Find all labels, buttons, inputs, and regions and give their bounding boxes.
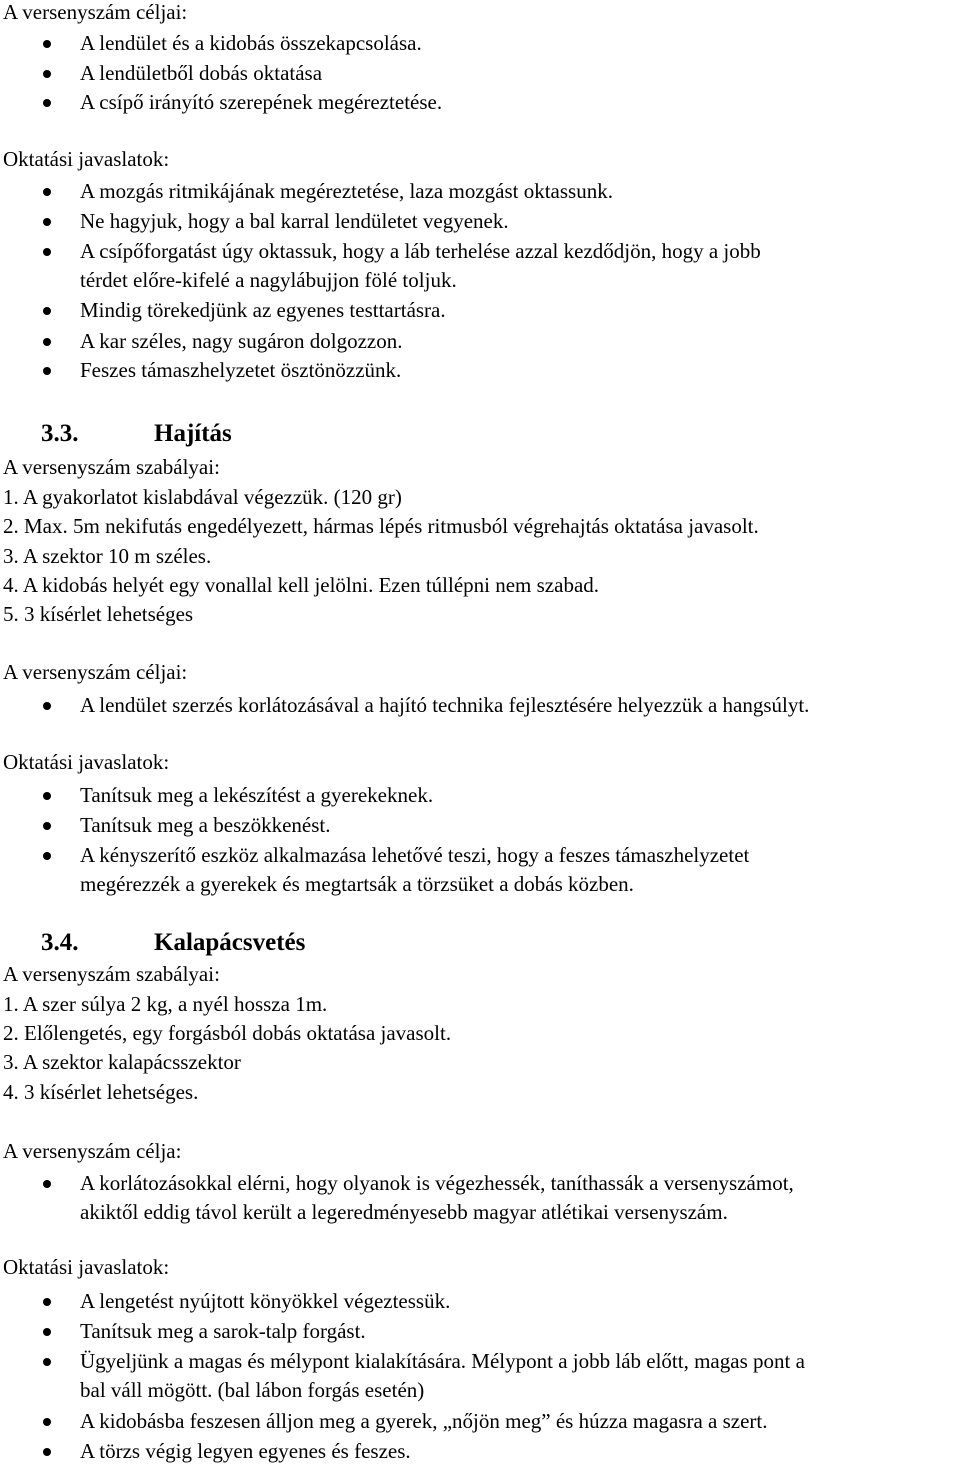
rule-item: 4. 3 kísérlet lehetséges. [3, 1080, 199, 1104]
list-item: A lengetést nyújtott könyökkel végeztessük. [80, 1289, 451, 1313]
list-item: Feszes támaszhelyzetet ösztönözzünk. [80, 358, 402, 382]
bullet-icon [43, 218, 51, 226]
bullet-icon [43, 1448, 51, 1456]
tips-label: Oktatási javaslatok: [3, 750, 170, 774]
section-number: 3.3. [41, 420, 79, 447]
list-item: Tanítsuk meg a lekészítést a gyerekeknek. [80, 783, 434, 807]
list-item: A kidobásba feszesen álljon meg a gyerek, „nőjön meg” és húzza magasra a szert. [80, 1409, 768, 1433]
rule-item: 1. A szer súlya 2 kg, a nyél hossza 1m. [3, 992, 328, 1016]
list-item: Ne hagyjuk, hogy a bal karral lendületet vegyenek. [80, 209, 509, 233]
bullet-icon [43, 70, 51, 78]
rules-label: A versenyszám szabályai: [3, 455, 220, 479]
bullet-icon [43, 248, 51, 256]
bullet-icon [43, 40, 51, 48]
rule-item: 5. 3 kísérlet lehetséges [3, 602, 194, 626]
bullet-icon [43, 99, 51, 107]
bullet-icon [43, 307, 51, 315]
bullet-icon [43, 702, 51, 710]
list-item-continuation: bal váll mögött. (bal lábon forgás esetén) [80, 1378, 425, 1402]
rule-item: 2. Max. 5m nekifutás engedélyezett, hármas lépés ritmusból végrehajtás oktatása javasolt. [3, 514, 759, 538]
list-item: A kar széles, nagy sugáron dolgozzon. [80, 329, 403, 353]
bullet-icon [43, 367, 51, 375]
tips-label: Oktatási javaslatok: [3, 1255, 170, 1279]
goals-label: A versenyszám céljai: [3, 660, 188, 684]
list-item: A csípő irányító szerepének megéreztetése. [80, 90, 443, 114]
bullet-icon [43, 792, 51, 800]
list-item: A lendületből dobás oktatása [80, 61, 323, 85]
rule-item: 1. A gyakorlatot kislabdával végezzük. (120 gr) [3, 485, 402, 509]
list-item: A mozgás ritmikájának megéreztetése, laza mozgást oktassunk. [80, 179, 613, 203]
rule-item: 3. A szektor kalapácsszektor [3, 1050, 241, 1074]
bullet-icon [43, 822, 51, 830]
list-item: A lendület szerzés korlátozásával a hajító technika fejlesztésére helyezzük a hangsúlyt. [80, 693, 810, 717]
bullet-icon [43, 338, 51, 346]
list-item-continuation: megérezzék a gyerekek és megtartsák a törzsüket a dobás közben. [80, 872, 634, 896]
rule-item: 4. A kidobás helyét egy vonallal kell jelölni. Ezen túllépni nem szabad. [3, 573, 600, 597]
section-title: Kalapácsvetés [154, 929, 306, 956]
list-item: Tanítsuk meg a beszökkenést. [80, 813, 331, 837]
bullet-icon [43, 1418, 51, 1426]
bullet-icon [43, 188, 51, 196]
goal-label: A versenyszám célja: [3, 1139, 182, 1163]
section-number: 3.4. [41, 929, 79, 956]
list-item: Mindig törekedjünk az egyenes testtartásra. [80, 298, 446, 322]
bullet-icon [43, 852, 51, 860]
list-item: A korlátozásokkal elérni, hogy olyanok is végezhessék, taníthassák a versenyszámot, [80, 1171, 794, 1195]
list-item: A törzs végig legyen egyenes és feszes. [80, 1439, 411, 1463]
list-item: Tanítsuk meg a sarok-talp forgást. [80, 1319, 366, 1343]
bullet-icon [43, 1328, 51, 1336]
list-item: A kényszerítő eszköz alkalmazása lehetővé teszi, hogy a feszes támaszhelyzetet [80, 843, 750, 867]
bullet-icon [43, 1180, 51, 1188]
bullet-icon [43, 1358, 51, 1366]
rule-item: 3. A szektor 10 m széles. [3, 544, 212, 568]
goals-label: A versenyszám céljai: [3, 0, 188, 24]
rules-label: A versenyszám szabályai: [3, 962, 220, 986]
section-title: Hajítás [154, 420, 232, 447]
list-item: A csípőforgatást úgy oktassuk, hogy a láb terhelése azzal kezdődjön, hogy a jobb [80, 239, 761, 263]
rule-item: 2. Előlengetés, egy forgásból dobás oktatása javasolt. [3, 1021, 452, 1045]
list-item: A lendület és a kidobás összekapcsolása. [80, 31, 422, 55]
list-item: Ügyeljünk a magas és mélypont kialakítására. Mélypont a jobb láb előtt, magas pont a [80, 1349, 805, 1373]
bullet-icon [43, 1298, 51, 1306]
list-item-continuation: akiktől eddig távol került a legeredményesebb magyar atlétikai versenyszám. [80, 1200, 728, 1224]
list-item-continuation: térdet előre-kifelé a nagylábujjon fölé toljuk. [80, 268, 457, 292]
tips-label: Oktatási javaslatok: [3, 147, 170, 171]
